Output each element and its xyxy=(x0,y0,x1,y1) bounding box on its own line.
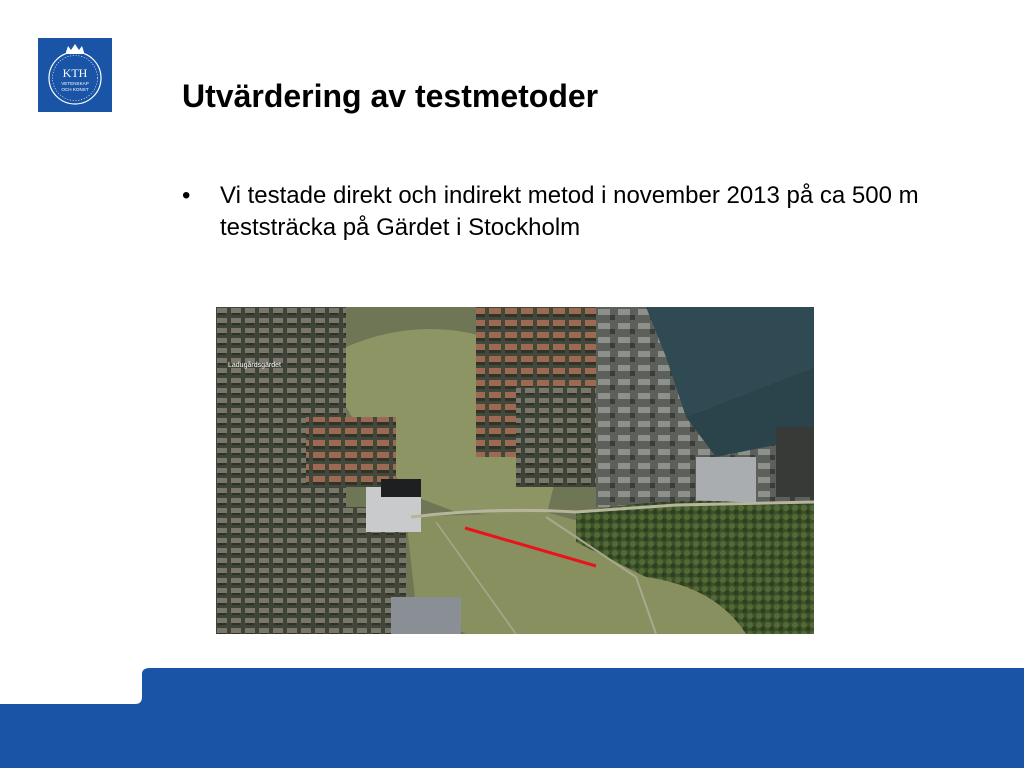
kth-crown-emblem-icon xyxy=(38,38,112,112)
kth-logo xyxy=(38,38,112,112)
bullet-item xyxy=(182,180,942,244)
bullet-marker: • xyxy=(182,182,191,209)
logo-kth-text: KTH xyxy=(62,66,88,80)
slide-title: Utvärdering av testmetoder xyxy=(182,78,599,114)
bullet-text: Vi testade direkt och indirekt metod i november 2013 på ca 500 m teststräcka på Gärdet i Stockholm xyxy=(220,182,919,241)
logo-line-2: VETENSKAP xyxy=(61,81,89,86)
bullet-list xyxy=(182,180,942,244)
map-place-label: Ladugårdsgärdet xyxy=(228,362,281,369)
satellite-map-image xyxy=(216,307,814,634)
logo-line-3: OCH KONST xyxy=(61,87,89,92)
footer-band xyxy=(0,664,1024,768)
footer-shape xyxy=(0,668,1024,768)
